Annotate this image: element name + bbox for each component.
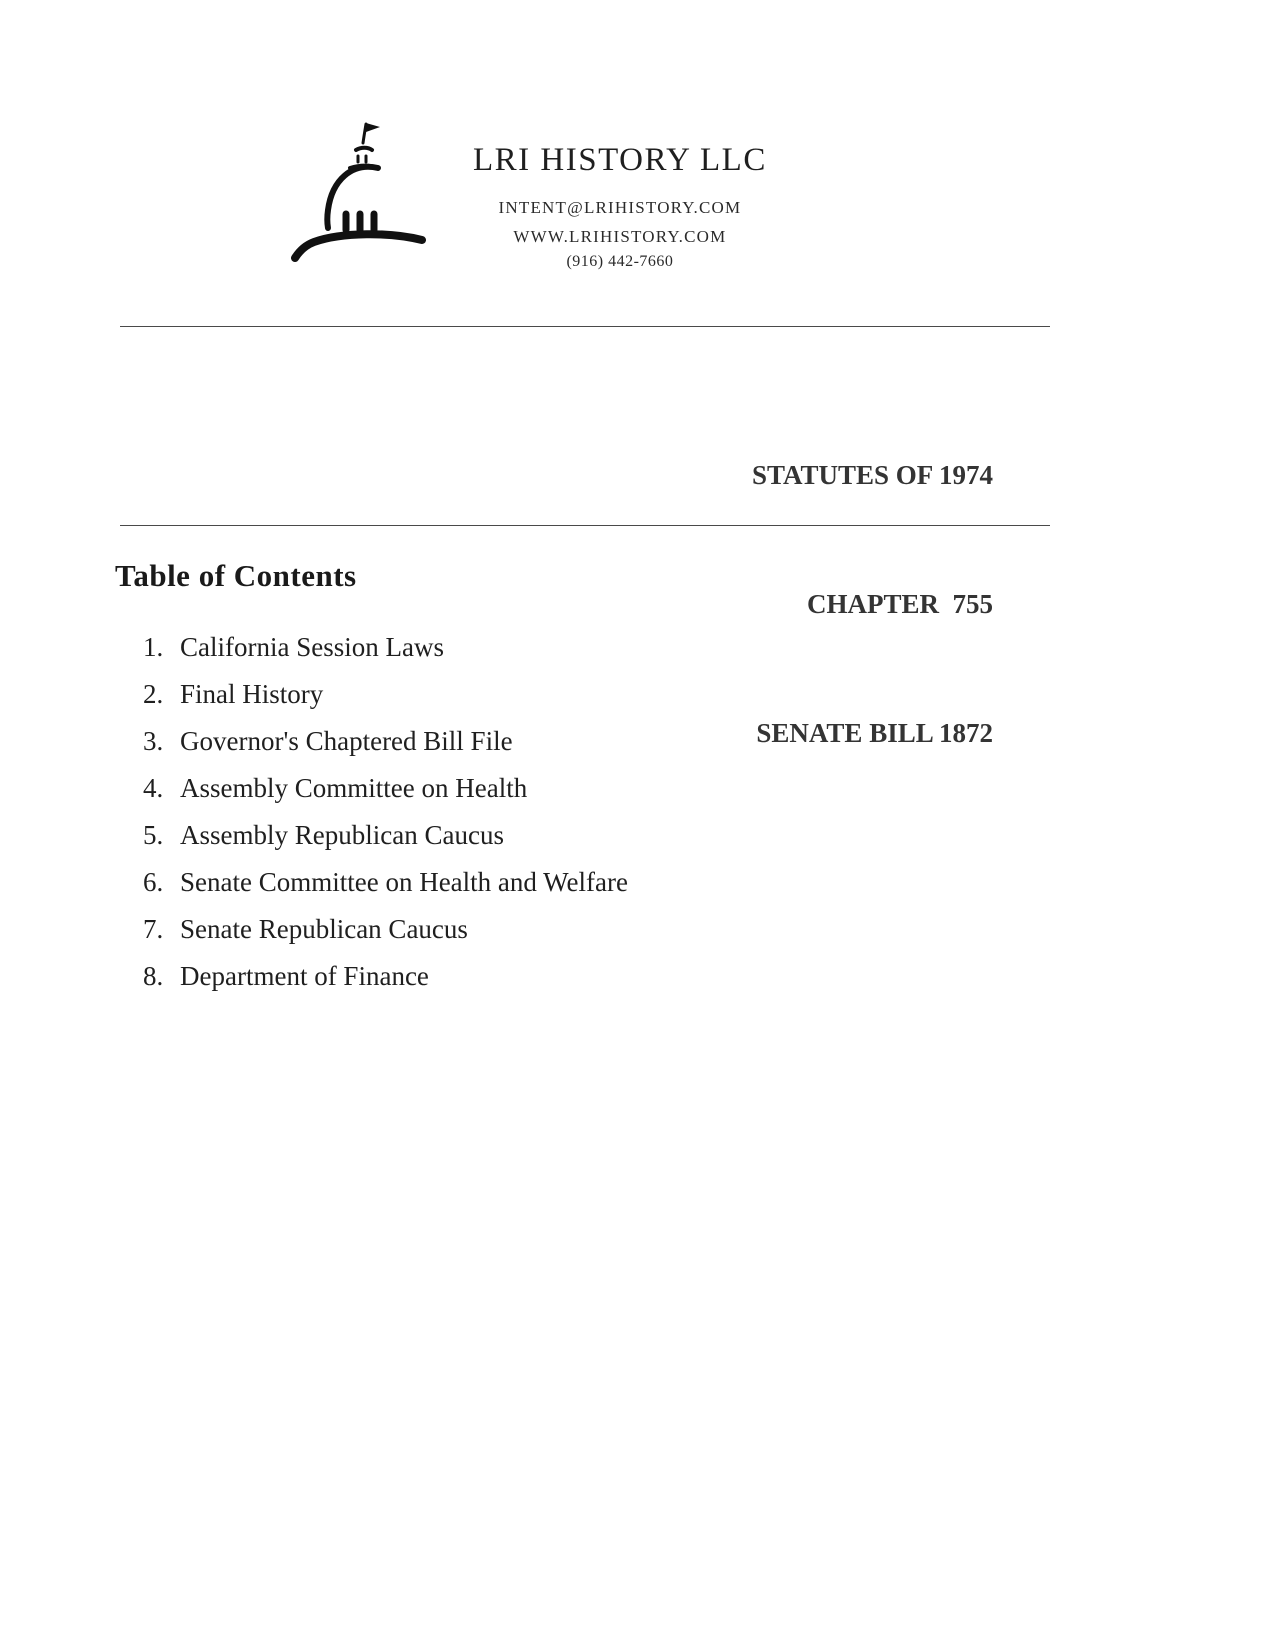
toc-item-number: 4. (143, 773, 164, 803)
toc-item-label: Senate Republican Caucus (180, 914, 468, 944)
statutes-line: STATUTES OF 1974 (751, 460, 993, 490)
letterhead (290, 118, 767, 283)
toc-item-label: Assembly Republican Caucus (180, 820, 504, 850)
toc-item-label: Senate Committee on Health and Welfare (180, 867, 628, 897)
toc-title: Table of Contents (115, 558, 357, 593)
toc-item (143, 765, 628, 812)
toc-item-number: 5. (143, 820, 164, 850)
senate-bill-line: SENATE BILL 1872 (756, 718, 993, 748)
company-website: WWW.LRIHISTORY.COM (513, 227, 727, 246)
company-phone: (916) 442-7660 (566, 253, 674, 270)
toc-item-number: 8. (143, 961, 164, 991)
toc-item-label: California Session Laws (180, 632, 444, 662)
toc-item (143, 859, 628, 906)
capitol-logo-icon (290, 118, 435, 283)
company-name: LRI HISTORY LLC (473, 142, 767, 178)
toc-item-label: Assembly Committee on Health (180, 773, 528, 803)
toc-item-number: 3. (143, 726, 164, 756)
toc-item-number: 6. (143, 867, 164, 897)
toc-item-label: Department of Finance (180, 961, 429, 991)
toc-item-label: Final History (180, 679, 324, 709)
toc-item-label: Governor's Chaptered Bill File (180, 726, 513, 756)
company-email: INTENT@LRIHISTORY.COM (498, 198, 742, 217)
chapter-line: CHAPTER 755 (806, 589, 993, 619)
toc-item (143, 671, 628, 718)
toc-item (143, 906, 628, 953)
toc-item-number: 7. (143, 914, 164, 944)
toc-item (143, 718, 628, 765)
toc-item (143, 953, 628, 1000)
company-block (473, 118, 767, 271)
toc-item (143, 624, 628, 671)
divider-top (120, 326, 1050, 327)
toc-list (143, 624, 628, 1000)
toc-item-number: 1. (143, 632, 164, 662)
toc-item-number: 2. (143, 679, 164, 709)
toc-item (143, 812, 628, 859)
